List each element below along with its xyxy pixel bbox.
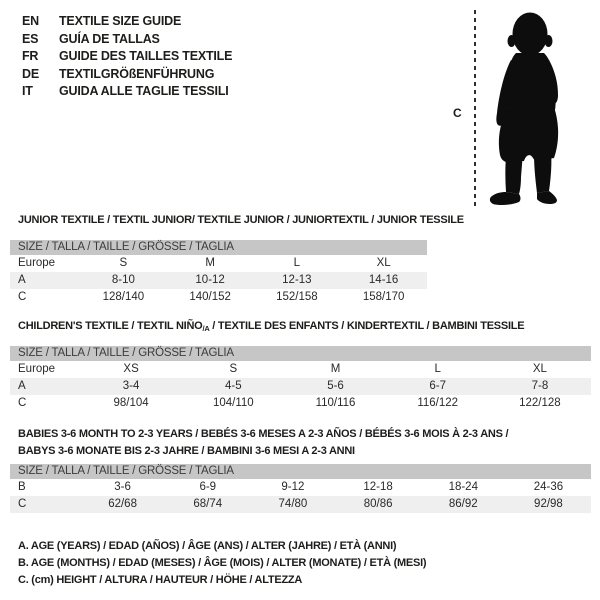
- baby-silhouette-icon: [482, 5, 588, 207]
- language-title: GUIDE DES TAILLES TEXTILE: [59, 49, 233, 63]
- size-row-age: [10, 378, 591, 395]
- size-cell: 12-18: [363, 481, 393, 493]
- row-label: A: [18, 380, 26, 392]
- size-cell: XS: [123, 363, 139, 375]
- size-cell: 152/158: [276, 291, 318, 303]
- size-cell: 9-12: [281, 481, 305, 493]
- heading-line-2: BABYS 3-6 MONATE BIS 2-3 JAHRE / BAMBINI 3-6 MESI A 2-3 ANNI: [18, 445, 355, 457]
- size-cell: L: [434, 363, 441, 375]
- size-cell: 122/128: [519, 397, 561, 409]
- row-label: C: [18, 498, 27, 510]
- size-cell: 92/98: [534, 498, 563, 510]
- language-code: FR: [22, 49, 39, 63]
- size-cell: 62/68: [108, 498, 137, 510]
- size-header-bar: SIZE / TALLA / TAILLE / GRÖSSE / TAGLIA: [10, 240, 427, 255]
- size-row-height: [10, 395, 591, 412]
- language-row: [22, 66, 232, 84]
- language-row: [22, 13, 232, 31]
- heading-text: / TEXTILE DES ENFANTS / KINDERTEXTIL / BAMBINI TESSILE: [209, 320, 525, 332]
- size-row-europe: [10, 361, 591, 378]
- language-row: [22, 83, 232, 101]
- language-row: [22, 31, 232, 49]
- row-label: A: [18, 274, 26, 286]
- size-header-bar: SIZE / TALLA / TAILLE / GRÖSSE / TAGLIA: [10, 346, 591, 361]
- heading-text: CHILDREN'S TEXTILE / TEXTIL NIÑO: [18, 320, 203, 332]
- size-cell: 10-12: [195, 274, 225, 286]
- legend: [18, 538, 426, 590]
- height-measure-line: [474, 10, 476, 206]
- size-cell: 4-5: [224, 380, 242, 392]
- language-title: GUÍA DE TALLAS: [59, 31, 160, 46]
- size-cell: XL: [532, 363, 547, 375]
- section-heading-junior: JUNIOR TEXTILE / TEXTIL JUNIOR/ TEXTILE JUNIOR / JUNIORTEXTIL / JUNIOR TESSILE: [18, 214, 464, 226]
- size-row-height: [10, 496, 591, 513]
- size-cell: S: [229, 363, 238, 375]
- size-cell: 8-10: [111, 274, 135, 286]
- junior-size-table: [10, 240, 427, 306]
- size-cell: 104/110: [212, 397, 254, 409]
- size-cell: 3-4: [122, 380, 140, 392]
- legend-line-b: B. AGE (MONTHS) / EDAD (MESES) / ÂGE (MOIS) / ALTER (MONATE) / ETÀ (MESI): [18, 557, 427, 570]
- language-row: [22, 48, 232, 66]
- size-cell: 24-36: [533, 481, 564, 493]
- size-cell: 80/86: [363, 498, 393, 510]
- babies-size-table: [10, 464, 591, 513]
- language-list: [22, 13, 232, 101]
- legend-line-a: A. AGE (YEARS) / EDAD (AÑOS) / ÂGE (ANS) / ALTER (JAHRE) / ETÀ (ANNI): [18, 540, 397, 552]
- size-cell: 5-6: [327, 380, 344, 392]
- heading-line-1: BABIES 3-6 MONTH TO 2-3 YEARS / BEBÉS 3-6 MESES A 2-3 AÑOS / BÉBÉS 3-6 MOIS À 2-3 ANS /: [18, 428, 509, 440]
- size-row-europe: [10, 255, 427, 272]
- size-cell: 116/122: [417, 397, 459, 409]
- language-title: TEXTILE SIZE GUIDE: [59, 14, 182, 28]
- size-header-bar: SIZE / TALLA / TAILLE / GRÖSSE / TAGLIA: [10, 464, 591, 479]
- size-cell: M: [330, 363, 341, 375]
- legend-line-c: C. (cm) HEIGHT / ALTURA / HAUTEUR / HÖHE / ALTEZZA: [18, 574, 303, 587]
- size-cell: 6-7: [429, 380, 447, 392]
- size-cell: M: [205, 257, 215, 269]
- row-label: Europe: [18, 257, 56, 269]
- row-label: Europe: [18, 363, 56, 375]
- size-cell: 98/104: [113, 397, 149, 409]
- children-size-table: [10, 346, 591, 412]
- size-cell: 18-24: [448, 481, 478, 493]
- language-code: EN: [22, 14, 39, 28]
- language-code: ES: [22, 31, 39, 46]
- size-cell: L: [293, 257, 301, 269]
- size-cell: 68/74: [193, 498, 223, 510]
- row-label: B: [18, 481, 26, 493]
- heading-subscript: /A: [202, 324, 210, 333]
- language-code: IT: [22, 84, 33, 98]
- height-label-c: C: [453, 106, 462, 120]
- size-row-age: [10, 272, 427, 289]
- language-title: TEXTILGRÖßENFÜHRUNG: [59, 66, 215, 81]
- language-title: GUIDA ALLE TAGLIE TESSILI: [59, 84, 229, 98]
- size-cell: 128/140: [102, 291, 145, 303]
- size-cell: S: [119, 257, 128, 269]
- size-cell: 6-9: [199, 481, 217, 493]
- size-cell: XL: [376, 257, 391, 269]
- size-cell: 74/80: [278, 498, 308, 510]
- size-cell: 140/152: [189, 291, 231, 303]
- size-cell: 12-13: [282, 274, 312, 286]
- row-label: C: [18, 291, 27, 303]
- size-cell: 158/170: [362, 291, 405, 303]
- size-cell: 86/92: [448, 498, 478, 510]
- section-heading-children: [18, 320, 524, 333]
- size-row-height: [10, 289, 427, 306]
- size-cell: 14-16: [368, 274, 399, 286]
- size-cell: 110/116: [315, 397, 356, 409]
- size-row-months: [10, 479, 591, 496]
- row-label: C: [18, 397, 27, 409]
- section-heading-babies: [18, 426, 508, 460]
- language-code: DE: [22, 66, 39, 81]
- size-cell: 7-8: [531, 380, 549, 392]
- size-cell: 3-6: [114, 481, 131, 493]
